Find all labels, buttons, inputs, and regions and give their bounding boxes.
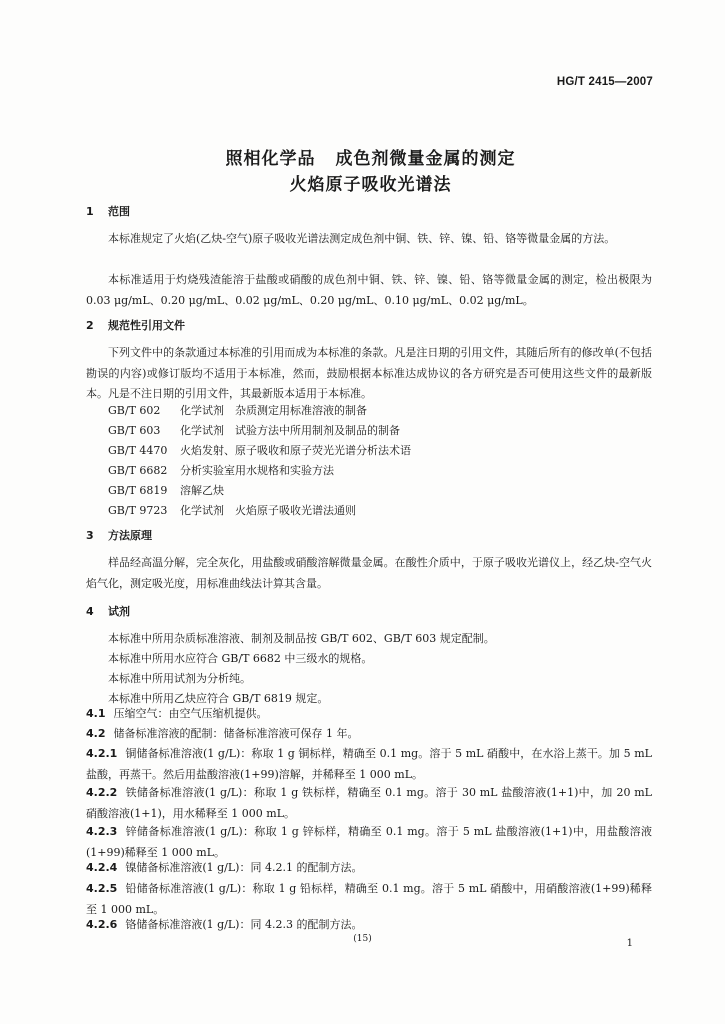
reagent-line: 本标准中所用水应符合 GB/T 6682 中三级水的规格。 — [108, 652, 373, 665]
clause-4-1 — [86, 704, 652, 725]
section-number: 4 — [86, 605, 94, 618]
reference-item — [108, 422, 400, 438]
reference-code: GB/T 6819 — [108, 484, 168, 497]
reference-code: GB/T 9723 — [108, 504, 168, 517]
reference-item — [108, 502, 356, 518]
section-number: 2 — [86, 319, 94, 332]
clause-number: 4.2 — [86, 727, 106, 740]
footer-page-number: 1 — [626, 938, 633, 949]
clause-text: 铜储备标准溶液(1 g/L)：称取 1 g 铜标样，精确至 0.1 mg。溶于 5 mL 硝酸中，在水浴上蒸干。加 5 mL 盐酸，再蒸干。然后用盐酸溶液(1+99)溶解，并稀释至 1 000 mL。 — [86, 747, 652, 781]
section-2-heading — [86, 317, 185, 333]
title-line-1-part-1: 照相化学品 — [225, 149, 316, 169]
section-number: 1 — [86, 205, 94, 218]
title-line-2: 火焰原子吸收光谱法 — [289, 175, 452, 195]
reference-code: GB/T 6682 — [108, 464, 168, 477]
reference-code: GB/T 602 — [108, 404, 161, 417]
section-1-paragraph-1: 本标准规定了火焰(乙炔-空气)原子吸收光谱法测定成色剂中铜、铁、锌、镍、铅、铬等微量金属的方法。 — [108, 232, 616, 245]
reference-title: 火焰发射、原子吸收和原子荧光光谱分析法术语 — [180, 444, 411, 457]
reference-title: 化学试剂 杂质测定用标准溶液的制备 — [180, 404, 367, 417]
clause-text: 铁储备标准溶液(1 g/L)：称取 1 g 铁标样，精确至 0.1 mg。溶于 30 mL 盐酸溶液(1+1)中，加 20 mL 硝酸溶液(1+1)，用水稀释至 1 000 mL。 — [86, 786, 652, 820]
footer-page-label: (15) — [353, 934, 372, 944]
reagent-line: 本标准中所用乙炔应符合 GB/T 6819 规定。 — [108, 692, 329, 705]
section-1-heading — [86, 203, 130, 219]
reference-title: 分析实验室用水规格和实验方法 — [180, 464, 334, 477]
section-title: 规范性引用文件 — [108, 319, 185, 332]
clause-text: 铬储备标准溶液(1 g/L)：同 4.2.3 的配制方法。 — [125, 918, 363, 931]
clause-text: 储备标准溶液的配制：储备标准溶液可保存 1 年。 — [113, 727, 359, 740]
clause-text: 铅储备标准溶液(1 g/L)：称取 1 g 铅标样，精确至 0.1 mg。溶于 5 mL 硝酸中，用硝酸溶液(1+99)稀释至 1 000 mL。 — [86, 882, 652, 916]
clause-number: 4.2.1 — [86, 747, 118, 760]
clause-number: 4.1 — [86, 707, 106, 720]
clause-4-2-2 — [86, 783, 652, 824]
reference-code: GB/T 4470 — [108, 444, 168, 457]
reference-item — [108, 402, 367, 418]
clause-4-2 — [86, 724, 652, 745]
title-line-1-part-2: 成色剂微量金属的测定 — [335, 149, 516, 169]
section-title: 范围 — [108, 205, 130, 218]
section-1-paragraph-2: 本标准适用于灼烧残渣能溶于盐酸或硝酸的成色剂中铜、铁、锌、镍、铅、铬等微量金属的测定，检出极限为 0.03 μg/mL、0.20 μg/mL、0.02 μg/mL、0.20 μg/mL、0.10 μg/mL、0.02 μg/mL。 — [86, 273, 652, 307]
section-title: 方法原理 — [108, 529, 152, 542]
reference-title: 化学试剂 火焰原子吸收光谱法通则 — [180, 504, 356, 517]
reference-title: 化学试剂 试验方法中所用制剂及制品的制备 — [180, 424, 400, 437]
clause-number: 4.2.5 — [86, 882, 118, 895]
reference-item — [108, 442, 411, 458]
clause-4-2-6 — [86, 915, 652, 936]
reference-code: GB/T 603 — [108, 424, 161, 437]
title-line-1 — [8, 144, 725, 169]
reagent-line: 本标准中所用试剂为分析纯。 — [108, 672, 251, 685]
reference-item — [108, 462, 334, 478]
reference-item — [108, 482, 224, 498]
section-4-heading — [86, 603, 130, 619]
section-title: 试剂 — [108, 605, 130, 618]
clause-4-2-5 — [86, 879, 652, 920]
clause-number: 4.2.3 — [86, 825, 118, 838]
clause-text: 镍储备标准溶液(1 g/L)：同 4.2.1 的配制方法。 — [125, 861, 363, 874]
clause-4-2-1 — [86, 744, 652, 785]
section-3-heading — [86, 527, 152, 543]
reference-title: 溶解乙炔 — [180, 484, 224, 497]
reagent-line: 本标准中所用杂质标准溶液、制剂及制品按 GB/T 602、GB/T 603 规定配制。 — [108, 632, 495, 645]
section-number: 3 — [86, 529, 94, 542]
clause-4-2-3 — [86, 822, 652, 863]
clause-4-2-4 — [86, 858, 652, 879]
clause-number: 4.2.4 — [86, 861, 118, 874]
clause-number: 4.2.6 — [86, 918, 118, 931]
clause-number: 4.2.2 — [86, 786, 118, 799]
section-3-paragraph-1: 样品经高温分解，完全灰化，用盐酸或硝酸溶解微量金属。在酸性介质中，于原子吸收光谱仪上，经乙炔-空气火焰气化，测定吸光度，用标准曲线法计算其含量。 — [86, 556, 652, 590]
section-2-paragraph-1: 下列文件中的条款通过本标准的引用而成为本标准的条款。凡是注日期的引用文件，其随后所有的修改单(不包括勘误的内容)或修订版均不适用于本标准，然而，鼓励根据本标准达成协议的各方研究是否可使用这些文件的最新版本。凡是不注日期的引用文件，其最新版本适用于本标准。 — [86, 346, 652, 400]
standard-code: HG/T 2415—2007 — [556, 76, 653, 88]
clause-text: 锌储备标准溶液(1 g/L)：称取 1 g 锌标样，精确至 0.1 mg。溶于 5 mL 盐酸溶液(1+1)中，用盐酸溶液(1+99)稀释至 1 000 mL。 — [86, 825, 652, 859]
clause-text: 压缩空气：由空气压缩机提供。 — [113, 707, 268, 720]
